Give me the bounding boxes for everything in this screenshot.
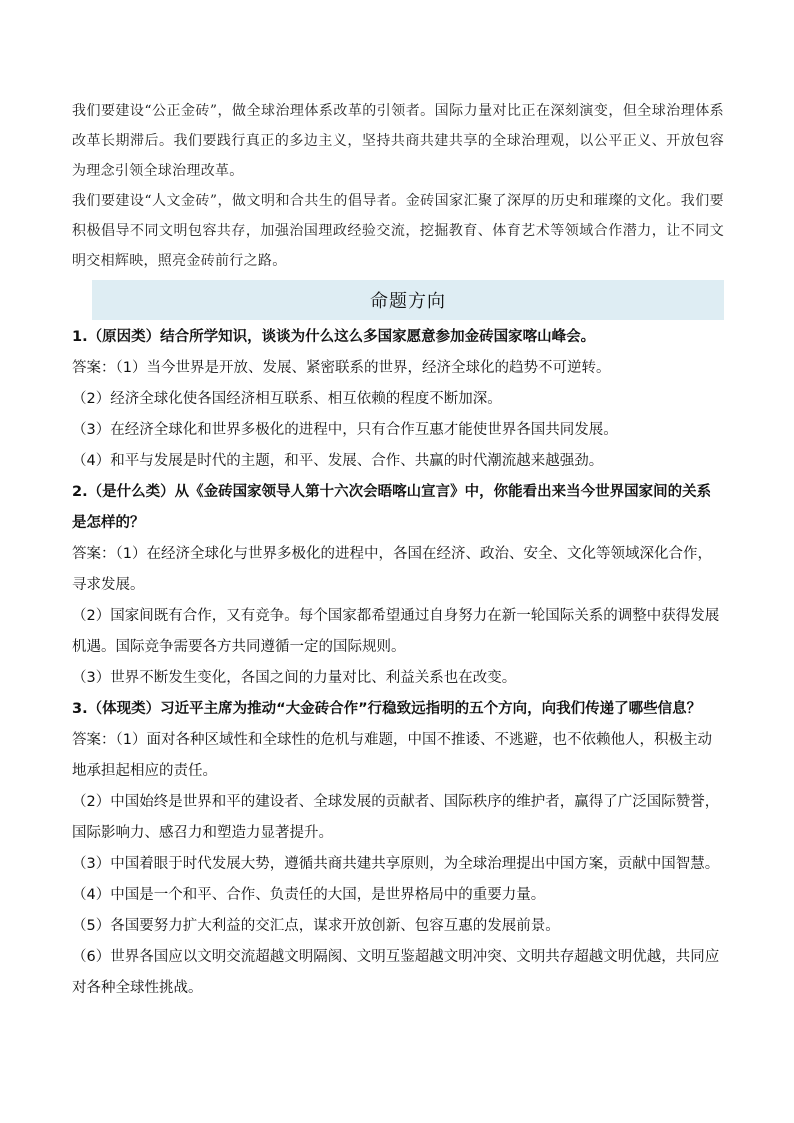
intro-paragraph: 我们要建设“公正金砖”，做全球治理体系改革的引领者。国际力量对比正在深刻演变，但全球治理体系改革长期滞后。我们要践行真正的多边主义，坚持共商共建共享的全球治理观，以公平正义、开放包容为理念引领全球治理改革。 xyxy=(72,103,724,179)
answer-line: （2）经济全球化使各国经济相互联系、相互依赖的程度不断加深。 xyxy=(72,391,502,407)
answer-line: （5）各国要努力扩大利益的交汇点，谋求开放创新、包容互惠的发展前景。 xyxy=(72,918,560,934)
answer-line: （3）世界不断发生变化，各国之间的力量对比、利益关系也在改变。 xyxy=(72,670,517,686)
answer-line: 答案：（1）面对各种区域性和全球性的危机与难题，中国不推诿、不逃避，也不依赖他人，积极主动地承担起相应的责任。 xyxy=(72,732,712,779)
question-prompt: 2.（是什么类）从《金砖国家领导人第十六次会晤喀山宣言》中，你能看出来当今世界国家间的关系是怎样的？ xyxy=(72,484,712,531)
answer-line: （2）中国始终是世界和平的建设者、全球发展的贡献者、国际秩序的维护者，赢得了广泛国际赞誉，国际影响力、感召力和塑造力显著提升。 xyxy=(72,794,720,841)
answer-line: （2）国家间既有合作，又有竞争。每个国家都希望通过自身努力在新一轮国际关系的调整中获得发展机遇。国际竞争需要各方共同遵循一定的国际规则。 xyxy=(72,608,720,655)
answer-line: （3）中国着眼于时代发展大势，遵循共商共建共享原则，为全球治理提出中国方案，贡献中国智慧。 xyxy=(72,856,720,872)
question-block xyxy=(72,322,724,477)
section-title: 命题方向 xyxy=(370,291,446,312)
intro-section xyxy=(72,96,724,276)
answer-line: （4）和平与发展是时代的主题，和平、发展、合作、共赢的时代潮流越来越强劲。 xyxy=(72,453,604,469)
document-page xyxy=(72,96,724,1004)
answer-line: （3）在经济全球化和世界多极化的进程中，只有合作互惠才能使世界各国共同发展。 xyxy=(72,422,618,438)
answer-line: （4）中国是一个和平、合作、负责任的大国，是世界格局中的重要力量。 xyxy=(72,887,546,903)
answer-line: 答案：（1）在经济全球化与世界多极化的进程中，各国在经济、政治、安全、文化等领域深化合作，寻求发展。 xyxy=(72,546,712,593)
answer-line: （6）世界各国应以文明交流超越文明隔阂、文明互鉴超越文明冲突、文明共存超越文明优越，共同应对各种全球性挑战。 xyxy=(72,949,720,996)
question-block xyxy=(72,694,724,1004)
question-list xyxy=(72,322,724,1004)
section-banner xyxy=(92,280,724,320)
answer-line: 答案：（1）当今世界是开放、发展、紧密联系的世界，经济全球化的趋势不可逆转。 xyxy=(72,360,611,376)
question-prompt: 1.（原因类）结合所学知识，谈谈为什么这么多国家愿意参加金砖国家喀山峰会。 xyxy=(72,329,596,345)
intro-paragraph: 我们要建设“人文金砖”，做文明和合共生的倡导者。金砖国家汇聚了深厚的历史和璀璨的文化。我们要积极倡导不同文明包容共存，加强治国理政经验交流，挖掘教育、体育艺术等领域合作潜力，让不同文明交相辉映，照亮金砖前行之路。 xyxy=(72,193,724,269)
question-block xyxy=(72,477,724,694)
question-prompt: 3.（体现类）习近平主席为推动“大金砖合作”行稳致远指明的五个方向，向我们传递了哪些信息？ xyxy=(72,701,702,717)
